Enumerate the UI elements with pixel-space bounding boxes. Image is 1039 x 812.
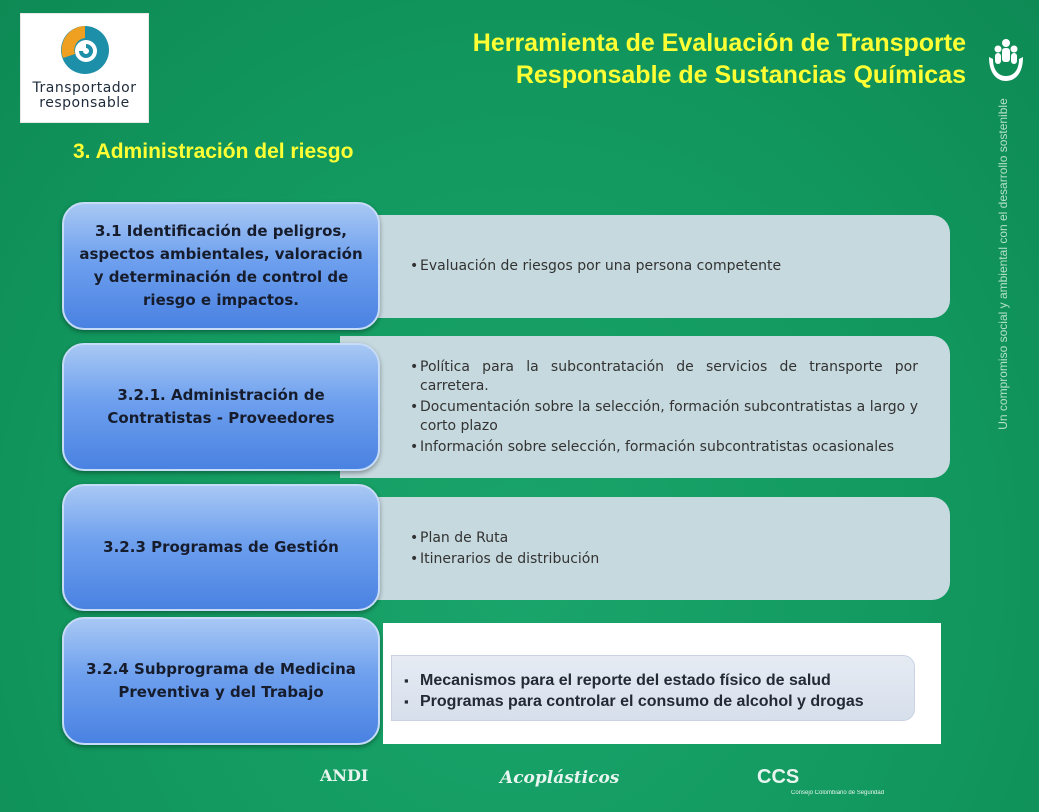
page-title bbox=[473, 27, 966, 91]
detail-panel-1 bbox=[340, 215, 950, 318]
acoplasticos-logo: Acoplásticos bbox=[500, 768, 620, 788]
list-item: • Documentación sobre la selección, formación subcontratistas a largo y corto plazo bbox=[420, 398, 918, 436]
ccs-subtitle: Consejo Colombiano de Seguridad bbox=[791, 790, 885, 796]
list-item: • Política para la subcontratación de servicios de transporte por carretera. bbox=[420, 358, 918, 396]
list-item: • Información sobre selección, formación subcontratistas ocasionales bbox=[420, 438, 918, 457]
list-item: ▪ Programas para controlar el consumo de alcohol y drogas bbox=[420, 691, 914, 712]
detail-panel-3 bbox=[340, 497, 950, 600]
logo-text-line2: responsable bbox=[39, 95, 130, 111]
detail-panel-4 bbox=[383, 623, 941, 744]
section-title: 3. Administración del riesgo bbox=[73, 140, 354, 163]
list-item: ▪ Mecanismos para el reporte del estado físico de salud bbox=[420, 670, 914, 691]
category-block-3-2-4: 3.2.4 Subprograma de Medicina Preventiva y del Trabajo bbox=[62, 617, 380, 745]
vertical-tagline: Un compromiso social y ambiental con el desarrollo sostenible bbox=[996, 98, 1010, 430]
category-block-3-1: 3.1 Identificación de peligros, aspectos ambientales, valoración y determinación de control de riesgo e impactos. bbox=[62, 202, 380, 330]
page-title-line2: Responsable de Sustancias Químicas bbox=[515, 61, 966, 89]
bullet-list-1 bbox=[340, 255, 950, 278]
list-item: • Evaluación de riesgos por una persona competente bbox=[420, 257, 918, 276]
detail-panel-4-inner bbox=[391, 655, 915, 721]
detail-panel-2 bbox=[340, 336, 950, 478]
category-block-3-2-3: 3.2.3 Programas de Gestión bbox=[62, 484, 380, 611]
page-title-line1: Herramienta de Evaluación de Transporte bbox=[472, 29, 966, 57]
list-item: • Itinerarios de distribución bbox=[420, 550, 918, 569]
list-item: • Plan de Ruta bbox=[420, 529, 918, 548]
bullet-list-4 bbox=[392, 656, 914, 712]
bullet-list-3 bbox=[340, 527, 950, 571]
category-block-3-2-1: 3.2.1. Administración de Contratistas - Proveedores bbox=[62, 343, 380, 471]
ccs-logo: CCS bbox=[757, 766, 800, 788]
andi-logo: ANDI bbox=[320, 766, 369, 785]
swirl-logo-icon bbox=[59, 24, 111, 76]
transportador-responsable-logo bbox=[20, 13, 149, 123]
logo-text-line1: Transportador bbox=[32, 80, 137, 96]
bullet-list-2 bbox=[340, 356, 950, 459]
